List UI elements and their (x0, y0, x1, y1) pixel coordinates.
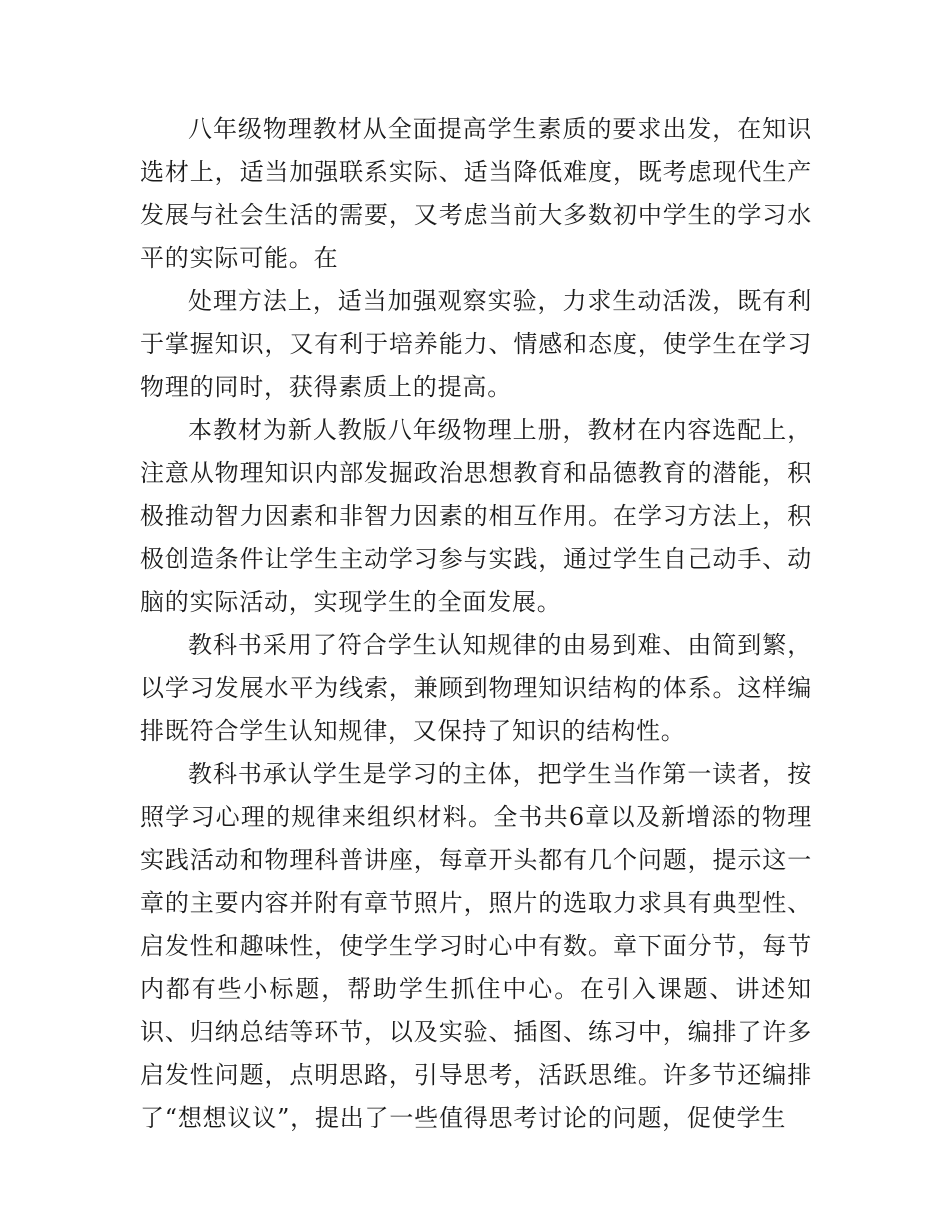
paragraph-2: 处理方法上，适当加强观察实验，力求生动活泼，既有利于掌握知识，又有利于培养能力、情感和态度，使学生在学习物理的同时，获得素质上的提高。 (140, 287, 812, 401)
document-body (140, 108, 812, 1140)
paragraph-1: 八年级物理教材从全面提高学生素质的要求出发，在知识选材上，适当加强联系实际、适当降低难度，既考虑现代生产发展与社会生活的需要，又考虑当前大多数初中学生的学习水平的实际可能。在 (140, 115, 812, 272)
paragraph-4: 教科书采用了符合学生认知规律的由易到难、由简到繁，以学习发展水平为线索，兼顾到物理知识结构的体系。这样编排既符合学生认知规律，又保持了知识的结构性。 (140, 631, 812, 745)
paragraph-3: 本教材为新人教版八年级物理上册，教材在内容选配上，注意从物理知识内部发掘政治思想教育和品德教育的潜能，积极推动智力因素和非智力因素的相互作用。在学习方法上，积极创造条件让学生主动学习参与实践，通过学生自己动手、动脑的实际活动，实现学生的全面发展。 (140, 416, 812, 616)
paragraph-5: 教科书承认学生是学习的主体，把学生当作第一读者，按照学习心理的规律来组织材料。全书共6章以及新增添的物理实践活动和物理科普讲座，每章开头都有几个问题，提示这一章的主要内容并附有章节照片，照片的选取力求具有典型性、启发性和趣味性，使学生学习时心中有数。章下面分节，每节内都有些小标题，帮助学生抓住中心。在引入课题、讲述知识、归纳总结等环节，以及实验、插图、练习中，编排了许多启发性问题，点明思路，引导思考，活跃思维。许多节还编排了“想想议议”，提出了一些值得思考讨论的问题，促使学生 (140, 760, 812, 1132)
